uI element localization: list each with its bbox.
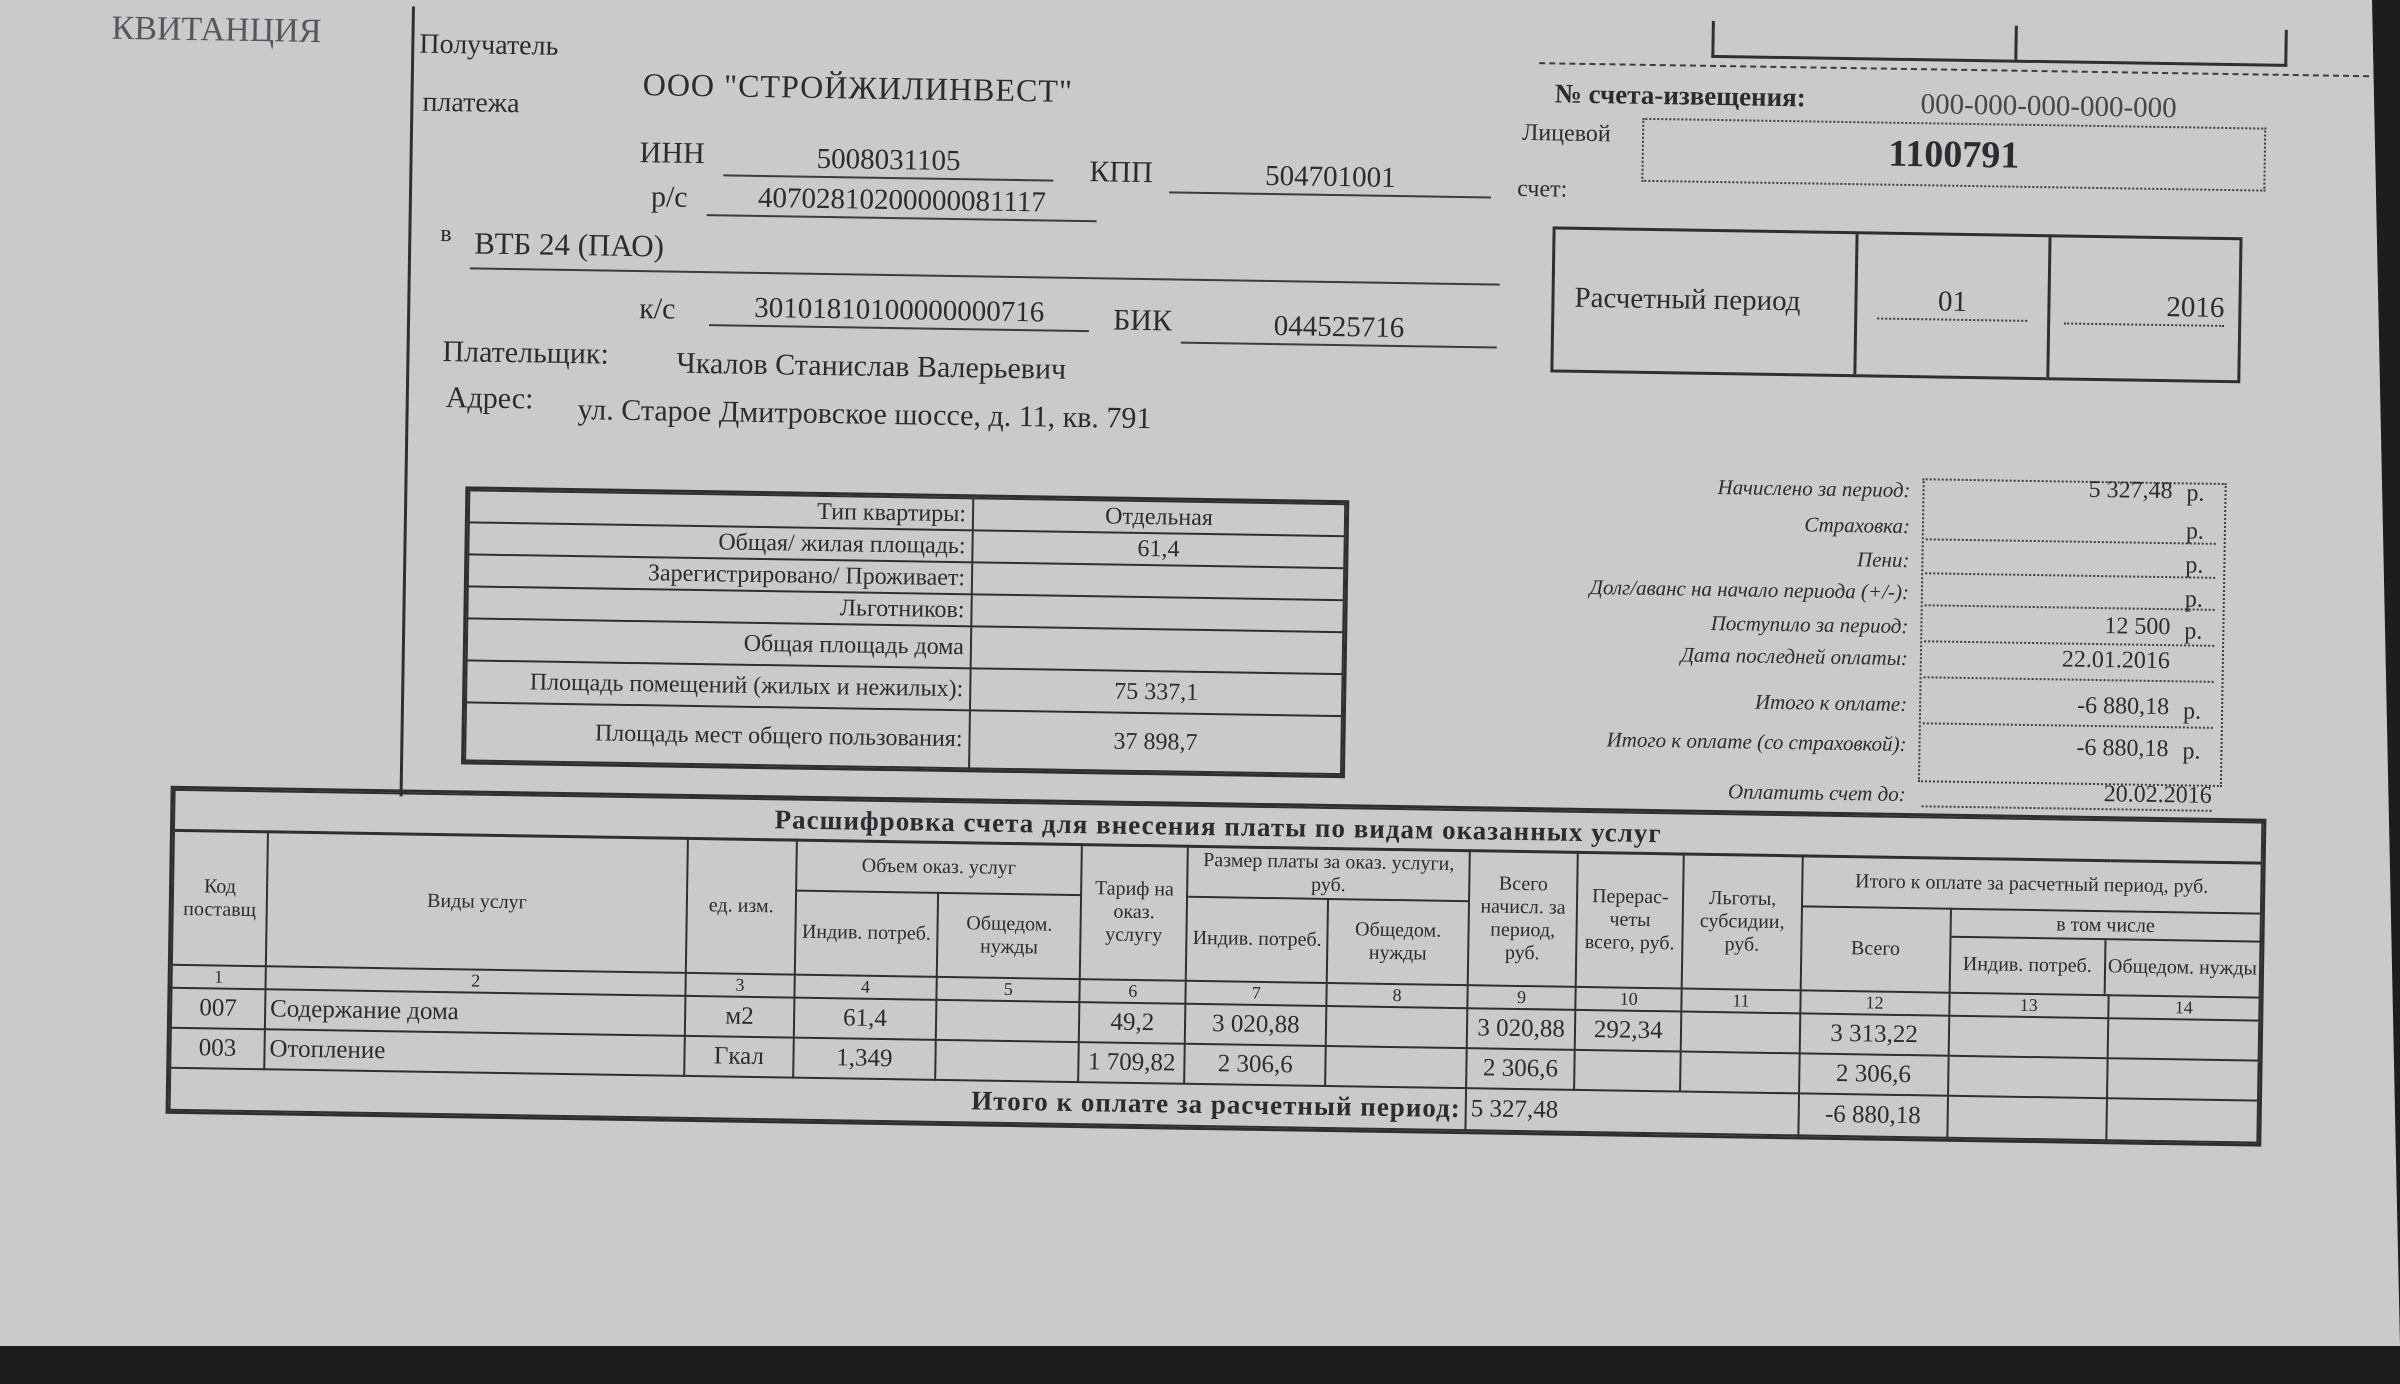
cell-accrued: 3 020,88	[1467, 1008, 1576, 1050]
cell-pay-common	[1325, 1045, 1466, 1087]
recipient-label-2: платежа	[422, 86, 520, 120]
apartment-label: Льготников:	[467, 586, 971, 626]
col-number: 1	[172, 964, 266, 988]
apartment-label: Площадь помещений (жилых и нежилых):	[466, 660, 971, 710]
period-box	[1550, 226, 2242, 383]
notice-label: № счета-извещения:	[1554, 78, 1807, 113]
summary-value: -6 880,18	[2076, 692, 2170, 721]
col-number: 5	[937, 976, 1080, 1001]
cell-recalc: 292,34	[1575, 1009, 1682, 1051]
header-unit: ед. изм.	[686, 838, 796, 974]
receipt-title: КВИТАНЦИЯ	[111, 9, 322, 51]
apartment-value: 61,4	[972, 530, 1344, 568]
recipient-name: ООО "СТРОЙЖИЛИНВЕСТ"	[642, 66, 1074, 109]
summary-label: Итого к оплате:	[1754, 689, 1908, 717]
address-value: ул. Старое Дмитровское шоссе, д. 11, кв. 791	[577, 393, 1152, 436]
col-number: 13	[1949, 992, 2109, 1017]
notice-number: 000-000-000-000-000	[1920, 88, 2177, 125]
cell-pay-indiv: 3 020,88	[1185, 1003, 1326, 1045]
header-including: в том числе	[1951, 909, 2260, 942]
rs-label: р/с	[650, 180, 688, 214]
services-breakdown-table	[169, 789, 2264, 1143]
inn-value: 5008031105	[723, 141, 1054, 181]
header-t-indiv: Индив. потреб.	[1950, 937, 2106, 993]
cell-total: 2 306,6	[1799, 1053, 1949, 1095]
cell-t-indiv	[1948, 1015, 2108, 1057]
ks-value: 30101810100000000716	[709, 291, 1090, 332]
summary-value: 22.01.2016	[2061, 646, 2171, 675]
cell-unit: Гкал	[685, 1035, 794, 1077]
personal-label: Лицевой	[1521, 119, 1611, 148]
summary-label: Начислено за период:	[1717, 475, 1911, 503]
col-number: 4	[794, 974, 937, 999]
header-vol-indiv: Индив. потреб.	[794, 890, 938, 976]
header-total: Всего	[1800, 906, 1950, 992]
total-accrued: 5 327,48	[1465, 1088, 1798, 1135]
cell-vol-indiv: 1,349	[793, 1037, 936, 1079]
summary-currency: р.	[2186, 480, 2205, 507]
cell-tariff: 49,2	[1079, 1002, 1186, 1044]
cell-tariff: 1 709,82	[1078, 1042, 1185, 1084]
apartment-label: Общая площадь дома	[467, 618, 972, 668]
cell-t-common	[2107, 1018, 2259, 1060]
top-frame	[1711, 21, 2288, 67]
due-label: Оплатить счет до:	[1727, 779, 1906, 807]
summary-currency: р.	[2184, 586, 2204, 613]
period-label: Расчетный период	[1574, 281, 1801, 318]
summary-currency: р.	[2182, 698, 2202, 725]
cell-benefits	[1681, 1011, 1800, 1053]
header-volume: Объем оказ. услуг	[796, 840, 1082, 894]
cell-unit: м2	[685, 995, 794, 1037]
col-number: 10	[1576, 986, 1682, 1011]
col-number: 8	[1327, 982, 1468, 1007]
summary-label: Пени:	[1856, 547, 1910, 573]
bank-name: ВТБ 24 (ПАО)	[473, 225, 665, 264]
header-service: Виды услуг	[266, 832, 689, 973]
summary-label: Итого к оплате (со страховкой):	[1606, 727, 1907, 757]
summary-value: -6 880,18	[2076, 734, 2169, 763]
header-code: Код поставщ	[172, 830, 268, 965]
bik-value: 044525716	[1181, 309, 1498, 349]
bank-underline	[470, 265, 1500, 285]
cell-vol-common	[936, 1039, 1079, 1081]
col-number: 6	[1080, 979, 1186, 1004]
header-pay-common: Общедом. нужды	[1327, 898, 1469, 984]
address-label: Адрес:	[445, 381, 534, 416]
rs-value: 40702810200000081117	[707, 181, 1098, 222]
header-tariff: Тариф на оказ. услугу	[1080, 845, 1188, 981]
total-to-pay: -6 880,18	[1798, 1093, 1948, 1137]
period-month: 01	[1877, 285, 2028, 322]
apartment-value: Отдельная	[973, 498, 1345, 536]
apartment-row	[465, 702, 1342, 774]
cell-code: 007	[171, 987, 265, 1028]
apartment-info-table	[464, 489, 1346, 775]
cell-t-indiv	[1948, 1055, 2108, 1097]
apartment-label: Площадь мест общего пользования:	[465, 702, 970, 768]
cell-pay-common	[1326, 1005, 1467, 1047]
period-year: 2016	[2064, 289, 2225, 327]
cell-total: 3 313,22	[1799, 1013, 1949, 1055]
services-title: Расшифровка счета для внесения платы по видам оказанных услуг	[174, 790, 2262, 863]
summary-label: Долг/аванс на начало периода (+/-):	[1589, 575, 1910, 605]
col-number: 7	[1186, 980, 1327, 1005]
cell-vol-indiv: 61,4	[793, 997, 936, 1039]
cell-code: 003	[170, 1027, 264, 1068]
cell-vol-common	[936, 999, 1079, 1041]
personal-label-2: счет:	[1517, 175, 1568, 203]
summary-currency: р.	[2184, 618, 2203, 645]
bik-label: БИК	[1112, 303, 1173, 338]
apartment-value: 75 337,1	[970, 668, 1343, 716]
recipient-label: Получатель	[419, 28, 559, 62]
header-benefits: Льготы, субсидии, руб.	[1682, 854, 1802, 990]
due-date: 20.02.2016	[1922, 778, 2212, 812]
summary-currency: р.	[2185, 518, 2205, 545]
payer-name: Чкалов Станислав Валерьевич	[676, 346, 1067, 386]
apartment-label: Зарегистрировано/ Проживает:	[468, 554, 972, 594]
cell-pay-indiv: 2 306,6	[1184, 1043, 1325, 1085]
summary-value: 5 327,48	[2088, 476, 2173, 505]
col-number: 3	[686, 972, 795, 997]
cell-t-common	[2107, 1058, 2259, 1100]
cell-accrued: 2 306,6	[1466, 1048, 1575, 1090]
summary-currency: р.	[2185, 552, 2204, 579]
summary-label: Дата последней оплаты:	[1680, 642, 1909, 671]
apartment-label: Общая/ жилая площадь:	[468, 522, 972, 562]
apartment-label: Тип квартиры:	[469, 490, 973, 530]
summary-label: Страховка:	[1804, 512, 1911, 539]
payer-label: Плательщик:	[442, 334, 610, 371]
kpp-value: 504701001	[1169, 158, 1492, 198]
col-number: 14	[2108, 995, 2259, 1020]
total-label: Итого к оплате за расчетный период:	[170, 1067, 1466, 1129]
header-total-accrued: Всего начисл. за период, руб.	[1468, 851, 1578, 987]
header-t-common: Общедом. нужды	[2107, 955, 2258, 980]
cell-benefits	[1680, 1051, 1799, 1093]
cell-service: Содержание дома	[265, 989, 686, 1036]
summary-value: 12 500	[2104, 613, 2171, 641]
apartment-value: 37 898,7	[969, 710, 1342, 774]
col-number: 11	[1682, 988, 1801, 1013]
col-number: 9	[1467, 985, 1576, 1010]
header-vol-common: Общедом. нужды	[937, 892, 1081, 978]
summary-currency: р.	[2182, 738, 2201, 765]
col-number: 2	[265, 966, 686, 996]
personal-account-number: 1100791	[1641, 118, 2266, 192]
bank-prefix: в	[440, 220, 452, 248]
ks-label: к/с	[638, 292, 676, 326]
header-recalc: Перерас-четы всего, руб.	[1576, 852, 1684, 988]
cell-recalc	[1574, 1049, 1681, 1091]
header-to-pay: Итого к оплате за расчетный период, руб.	[1802, 856, 2262, 913]
header-pay-indiv: Индив. потреб.	[1186, 896, 1328, 982]
summary-label: Поступило за период:	[1710, 610, 1909, 639]
cell-service: Отопление	[264, 1029, 685, 1076]
vertical-divider	[400, 6, 415, 796]
inn-label: ИНН	[639, 136, 705, 171]
kpp-label: КПП	[1089, 155, 1154, 190]
apartment-value	[971, 626, 1344, 674]
header-payment: Размер платы за оказ. услуги, руб.	[1187, 846, 1469, 900]
col-number: 12	[1800, 990, 1949, 1015]
